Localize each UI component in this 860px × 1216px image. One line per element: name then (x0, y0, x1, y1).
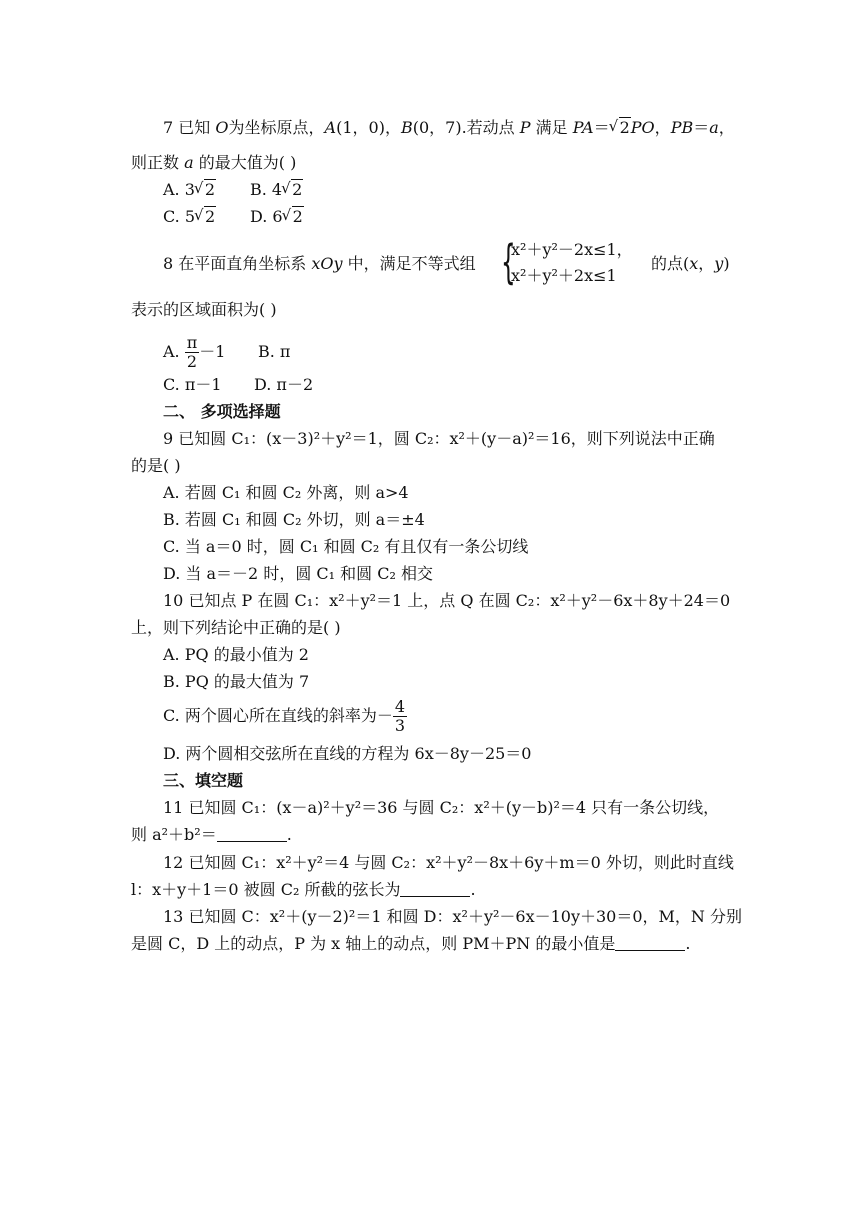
q9-line1: 9 已知圆 C₁：(x－3)²＋y²＝1，圆 C₂：x²＋(y－a)²＝16，则下列说法中正确 (163, 429, 715, 448)
q8-line1-tail: 的点(x，y) (651, 254, 730, 273)
sqrt-symbol: √ 2 (610, 118, 631, 138)
q8-line2: 表示的区域面积为( ) (131, 300, 277, 319)
q7-option-c: C. 5√ 2 (163, 207, 216, 227)
sqrt-symbol: √ 2 (282, 180, 303, 200)
q8-option-d: D. π－2 (254, 375, 314, 394)
answer-blank[interactable] (400, 882, 470, 897)
q8-option-b: B. π (258, 342, 291, 361)
q7-option-b: B. 4√ 2 (250, 180, 303, 200)
q9-option-a: A. 若圆 C₁ 和圆 C₂ 外离，则 a>4 (163, 483, 409, 502)
q10-option-b: B. PQ 的最大值为 7 (163, 672, 310, 691)
sqrt-symbol: √ 2 (283, 207, 304, 227)
q7-option-d: D. 6√ 2 (250, 207, 304, 227)
q9-option-b: B. 若圆 C₁ 和圆 C₂ 外切，则 a＝±4 (163, 510, 425, 529)
q7-option-a: A. 3√ 2 (163, 180, 216, 200)
section-heading-multi-choice: 二、 多项选择题 (163, 402, 281, 421)
fraction: $\frac{\pi}{2}$ (186, 333, 198, 371)
left-brace: { (501, 235, 516, 289)
answer-blank[interactable] (615, 936, 685, 951)
q10-line1: 10 已知点 P 在圆 C₁：x²＋y²＝1 上，点 Q 在圆 C₂：x²＋y²－6x＋8y＋24＝0 (163, 591, 731, 610)
q7-number: 7 (163, 118, 174, 137)
inequality-system (501, 235, 649, 290)
q9-option-c: C. 当 a＝0 时，圆 C₁ 和圆 C₂ 有且仅有一条公切线 (163, 537, 529, 556)
q8-line1: 8 在平面直角坐标系 xOy 中，满足不等式组 (163, 254, 476, 273)
q8-option-a: A. $\frac{\pi}{2}$ －1 (163, 333, 226, 371)
answer-blank[interactable] (217, 827, 287, 842)
q10-option-a: A. PQ 的最小值为 2 (163, 645, 309, 664)
q10-option-c: C. 两个圆心所在直线的斜率为－ $\frac{4}{3}$ (163, 697, 406, 735)
q13-line1: 13 已知圆 C：x²＋(y－2)²＝1 和圆 D：x²＋y²－6x－10y＋30＝0，M，N 分别 (163, 907, 743, 926)
q12-line1: 12 已知圆 C₁：x²＋y²＝4 与圆 C₂：x²＋y²－8x＋6y＋m＝0 外切，则此时直线 (163, 853, 734, 872)
q8-option-c: C. π－1 (163, 375, 222, 394)
fraction: $\frac{4}{3}$ (394, 697, 406, 735)
q11-line2: 则 a²＋b²＝ . (131, 825, 292, 844)
sqrt-symbol: √ 2 (195, 207, 216, 227)
q9-option-d: D. 当 a＝－2 时，圆 C₁ 和圆 C₂ 相交 (163, 564, 433, 583)
q7-line1: 7 已知 O为坐标原点，A(1，0)，B(0，7).若动点 P 满足 PA＝√ 2PO，PB＝a， (163, 118, 735, 138)
inequality-row-2: x²＋y²＋2x≤1 (511, 266, 617, 285)
q10-option-d: D. 两个圆相交弦所在直线的方程为 6x－8y－25＝0 (163, 744, 532, 763)
inequality-row-1: x²＋y²－2x≤1， (511, 240, 633, 259)
sqrt-symbol: √ 2 (195, 180, 216, 200)
section-heading-fill-blank: 三、填空题 (163, 771, 244, 790)
q13-line2: 是圆 C，D 上的动点，P 为 x 轴上的动点，则 PM＋PN 的最小值是 . (131, 934, 691, 953)
q7-line2: 则正数 a 的最大值为( ) (131, 153, 297, 172)
q10-line2: 上，则下列结论中正确的是( ) (131, 618, 341, 637)
q11-line1: 11 已知圆 C₁：(x－a)²＋y²＝36 与圆 C₂：x²＋(y－b)²＝4 只有一条公切线， (163, 798, 720, 817)
q9-line2: 的是( ) (131, 456, 181, 475)
q12-line2: l：x＋y＋1＝0 被圆 C₂ 所截的弦长为 . (131, 880, 476, 899)
